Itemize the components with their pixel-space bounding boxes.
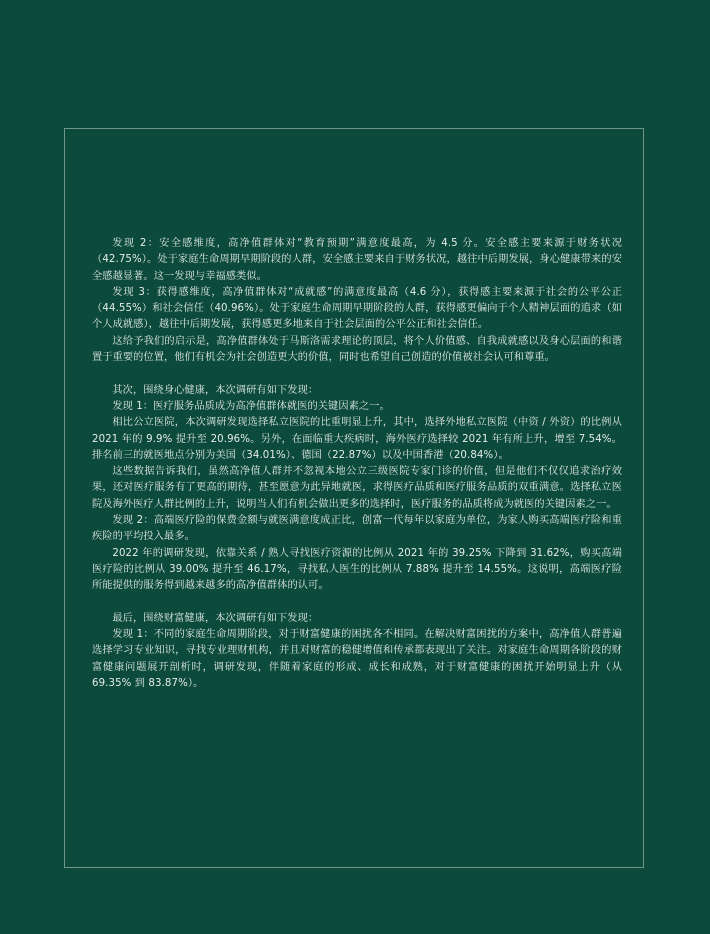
paragraph-gap: [92, 595, 622, 611]
section-intro: 最后，围绕财富健康，本次调研有如下发现：: [112, 612, 319, 624]
paragraph: 这些数据告诉我们，虽然高净值人群并不忽视本地公立三级医院专家门诊的价值，但是他们不仅仅追求治疗效果，还对医疗服务有了更高的期待，甚至愿意为此异地就医，求得医疗品质和医疗服务品质的双重满意。选择私立医院及海外医疗人群比例的上升，说明当人们有机会做出更多的选择时，医疗服务的品质将成为就医的关键因素之一。: [92, 466, 622, 510]
section-intro: 其次，围绕身心健康，本次调研有如下发现：: [112, 384, 319, 396]
paragraph: 发现 2：安全感维度，高净值群体对“教育预期”满意度最高，为 4.5 分。安全感主要来源于财务状况（42.75%）。处于家庭生命周期早期阶段的人群，安全感主要来自于财务状况，越往中后期发展，身心健康带来的安全感越显著。这一发现与幸福感类似。: [92, 238, 622, 282]
paragraph: 这给予我们的启示是，高净值群体处于马斯洛需求理论的顶层，将个人价值感、自我成就感以及身心层面的和谐置于重要的位置，他们有机会为社会创造更大的价值，同时也希望自己创造的价值被社会认可和尊重。: [92, 335, 622, 364]
paragraph-gap: [92, 366, 622, 382]
paragraph: 2022 年的调研发现，依靠关系 / 熟人寻找医疗资源的比例从 2021 年的 39.25% 下降到 31.62%，购买高端医疗险的比例从 39.00% 提升至 46.17%，寻找私人医生的比例从 7.88% 提升至 14.55%。这说明，高端医疗险所能提供的服务得到越来越多的高净值群体的认可。: [92, 547, 622, 592]
paragraph: 发现 1：不同的家庭生命周期阶段，对于财富健康的困扰各不相同。在解决财富困扰的方案中，高净值人群普遍选择学习专业知识，寻找专业理财机构，并且对财富的稳健增值和传承都表现出了关注。对家庭生命周期各阶段的财富健康问题展开剖析时，调研发现，伴随着家庭的形成、成长和成熟，对于财富健康的困扰开始明显上升（从 69.35% 到 83.87%）。: [92, 629, 622, 690]
paragraph: 相比公立医院，本次调研发现选择私立医院的比重明显上升，其中，选择外地私立医院（中资 / 外资）的比例从 2021 年的 9.9% 提升至 20.96%。另外，在面临重大疾病时，海外医疗选择较 2021 年有所上升，增至 7.54%。排名前三的就医地点分别为美国（34.01%）、德国（22.87%）以及中国香港（20.84%）。: [92, 417, 622, 461]
paragraph: 发现 2：高端医疗险的保费金额与就医满意度成正比，创富一代每年以家庭为单位，为家人购买高端医疗险和重疾险的平均投入最多。: [92, 515, 622, 543]
paragraph: 发现 3：获得感维度，高净值群体对“成就感”的满意度最高（4.6 分），获得感主要来源于社会的公平公正（44.55%）和社会信任（40.96%）。处于家庭生命周期早期阶段的人群，获得感更偏向于个人精神层面的追求（如个人成就感），越往中后期发展，获得感更多地来自于社会层面的公平公正和社会信任。: [92, 286, 622, 331]
paragraph: 发现 1：医疗服务品质成为高净值群体就医的关键因素之一。: [112, 400, 390, 412]
body-text: [92, 236, 622, 692]
